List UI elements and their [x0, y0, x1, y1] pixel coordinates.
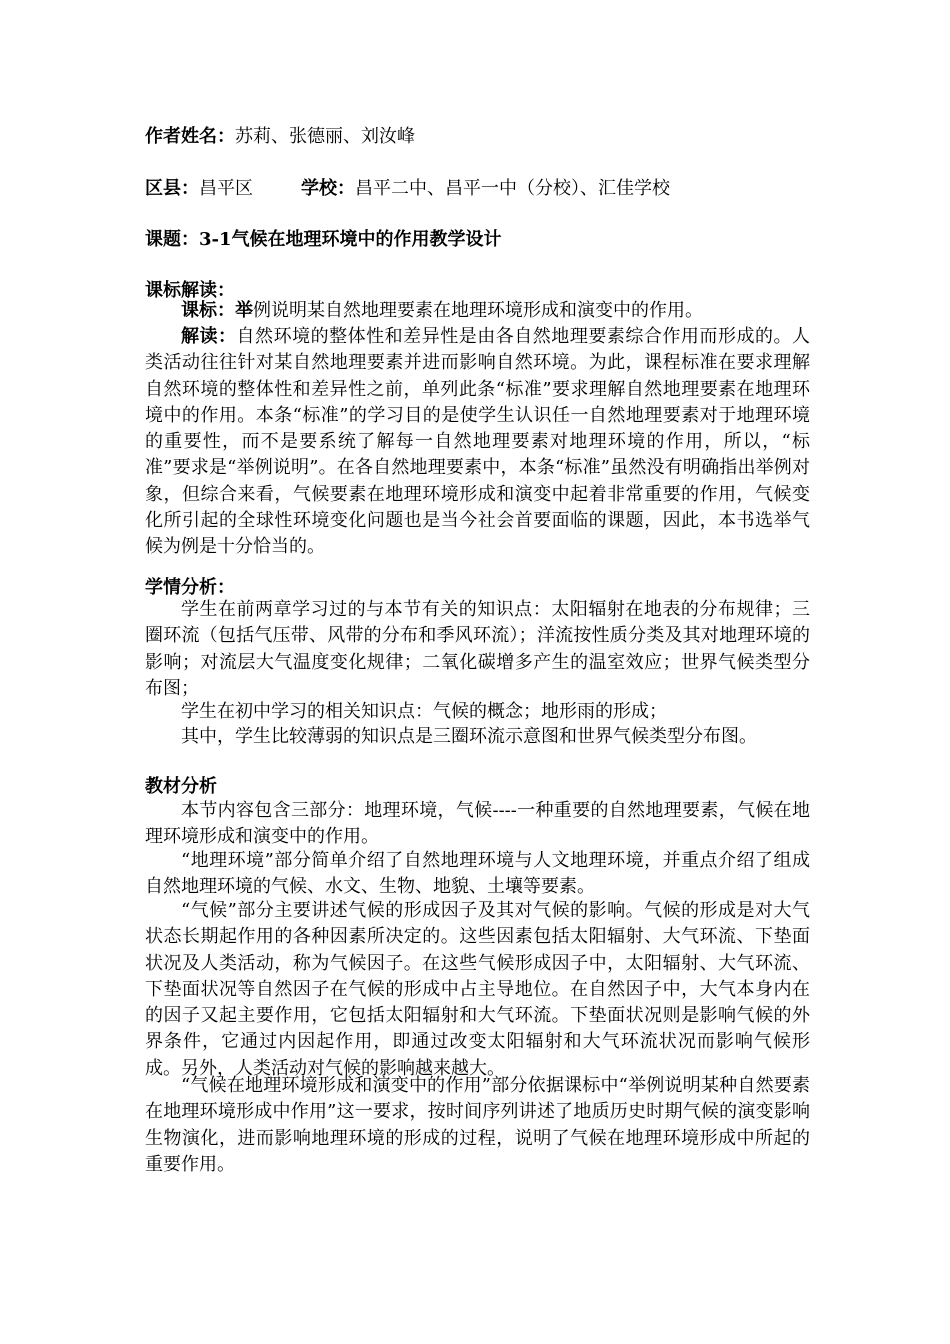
section-heading-textbook: 教材分析 — [145, 776, 217, 797]
textbook-paragraph-3: “气候”部分主要讲述气候的形成因子及其对气候的影响。气候的形成是对大气状态长期起作用的各种因素所决定的。这些因素包括太阳辐射、大气环流、下垫面状况及人类活动，称为气候因子。在这些气候形成因子中，太阳辐射、大气环流、下垫面状况等自然因子在气候的形成中占主导地位。在自然因子中，大气本身内在的因子又起主要作用，它包括太阳辐射和大气环流。下垫面状况则是影响气候的外界条件，它通过内因起作用，即通过改变太阳辐射和大气环流状况而影响气候形成。另外，人类活动对气候的影响越来越大。 — [145, 900, 810, 1079]
standard-first-char: 举 — [235, 300, 253, 321]
district-value: 昌平区 — [199, 178, 253, 199]
standard-label: 课标： — [181, 300, 235, 321]
topic-value: 3-1气候在地理环境中的作用教学设计 — [199, 229, 502, 250]
curriculum-standard — [145, 298, 810, 324]
students-paragraph-1: 学生在前两章学习过的与本节有关的知识点：太阳辐射在地表的分布规律；三圈环流（包括气压带、风带的分布和季风环流）；洋流按性质分类及其对地理环境的影响；对流层大气温度变化规律；二氧化碳增多产生的温室效应；世界气候类型分布图； — [145, 599, 810, 699]
school-label: 学校： — [301, 178, 355, 199]
topic-line — [145, 227, 502, 253]
author-value: 苏莉、张德丽、刘汝峰 — [235, 126, 415, 147]
topic-label: 课题： — [145, 229, 199, 250]
standard-text: 例说明某自然地理要素在地理环境形成和演变中的作用。 — [253, 300, 703, 321]
district-label: 区县： — [145, 178, 199, 199]
curriculum-interpretation — [145, 324, 810, 561]
district-school-line — [145, 176, 670, 202]
section-heading-curriculum: 课标解读： — [145, 280, 235, 301]
textbook-paragraph-2: “地理环境”部分简单介绍了自然地理环境与人文地理环境，并重点介绍了组成自然地理环境的气候、水文、生物、地貌、土壤等要素。 — [145, 850, 810, 898]
interpretation-label: 解读： — [181, 326, 237, 347]
school-value: 昌平二中、昌平一中（分校）、汇佳学校 — [355, 178, 670, 199]
interpretation-text: 自然环境的整体性和差异性是由各自然地理要素综合作用而形成的。人类活动往往针对某自然地理要素并进而影响自然环境。为此，课程标准在要求理解自然环境的整体性和差异性之前，单列此条“标准”要求理解自然地理要素在地理环境中的作用。本条“标准”的学习目的是使学生认识任一自然地理要素对于地理环境的重要性，而不是要系统了解每一自然地理要素对地理环境的作用，所以，“标准”要求是“举例说明”。在各自然地理要素中，本条“标准”虽然没有明确指出举例对象，但综合来看，气候要素在地理环境形成和演变中起着非常重要的作用，气候变化所引起的全球性环境变化问题也是当今社会首要面临的课题，因此，本书选举气候为例是十分恰当的。 — [145, 326, 810, 558]
students-paragraph-2: 学生在初中学习的相关知识点：气候的概念；地形雨的形成； — [181, 701, 667, 722]
section-heading-students: 学情分析： — [145, 577, 235, 598]
author-label: 作者姓名： — [145, 126, 235, 147]
students-paragraph-3: 其中，学生比较薄弱的知识点是三圈环流示意图和世界气候类型分布图。 — [181, 726, 757, 747]
textbook-paragraph-1: 本节内容包含三部分：地理环境，气候----一种重要的自然地理要素，气候在地理环境形成和演变中的作用。 — [145, 800, 810, 848]
textbook-paragraph-4: “气候在地理环境形成和演变中的作用”部分依据课标中“举例说明某种自然要素在地理环境形成中作用”这一要求，按时间序列讲述了地质历史时期气候的演变影响生物演化，进而影响地理环境的形成的过程，说明了气候在地理环境形成中所起的重要作用。 — [145, 1075, 810, 1175]
author-line — [145, 124, 415, 150]
